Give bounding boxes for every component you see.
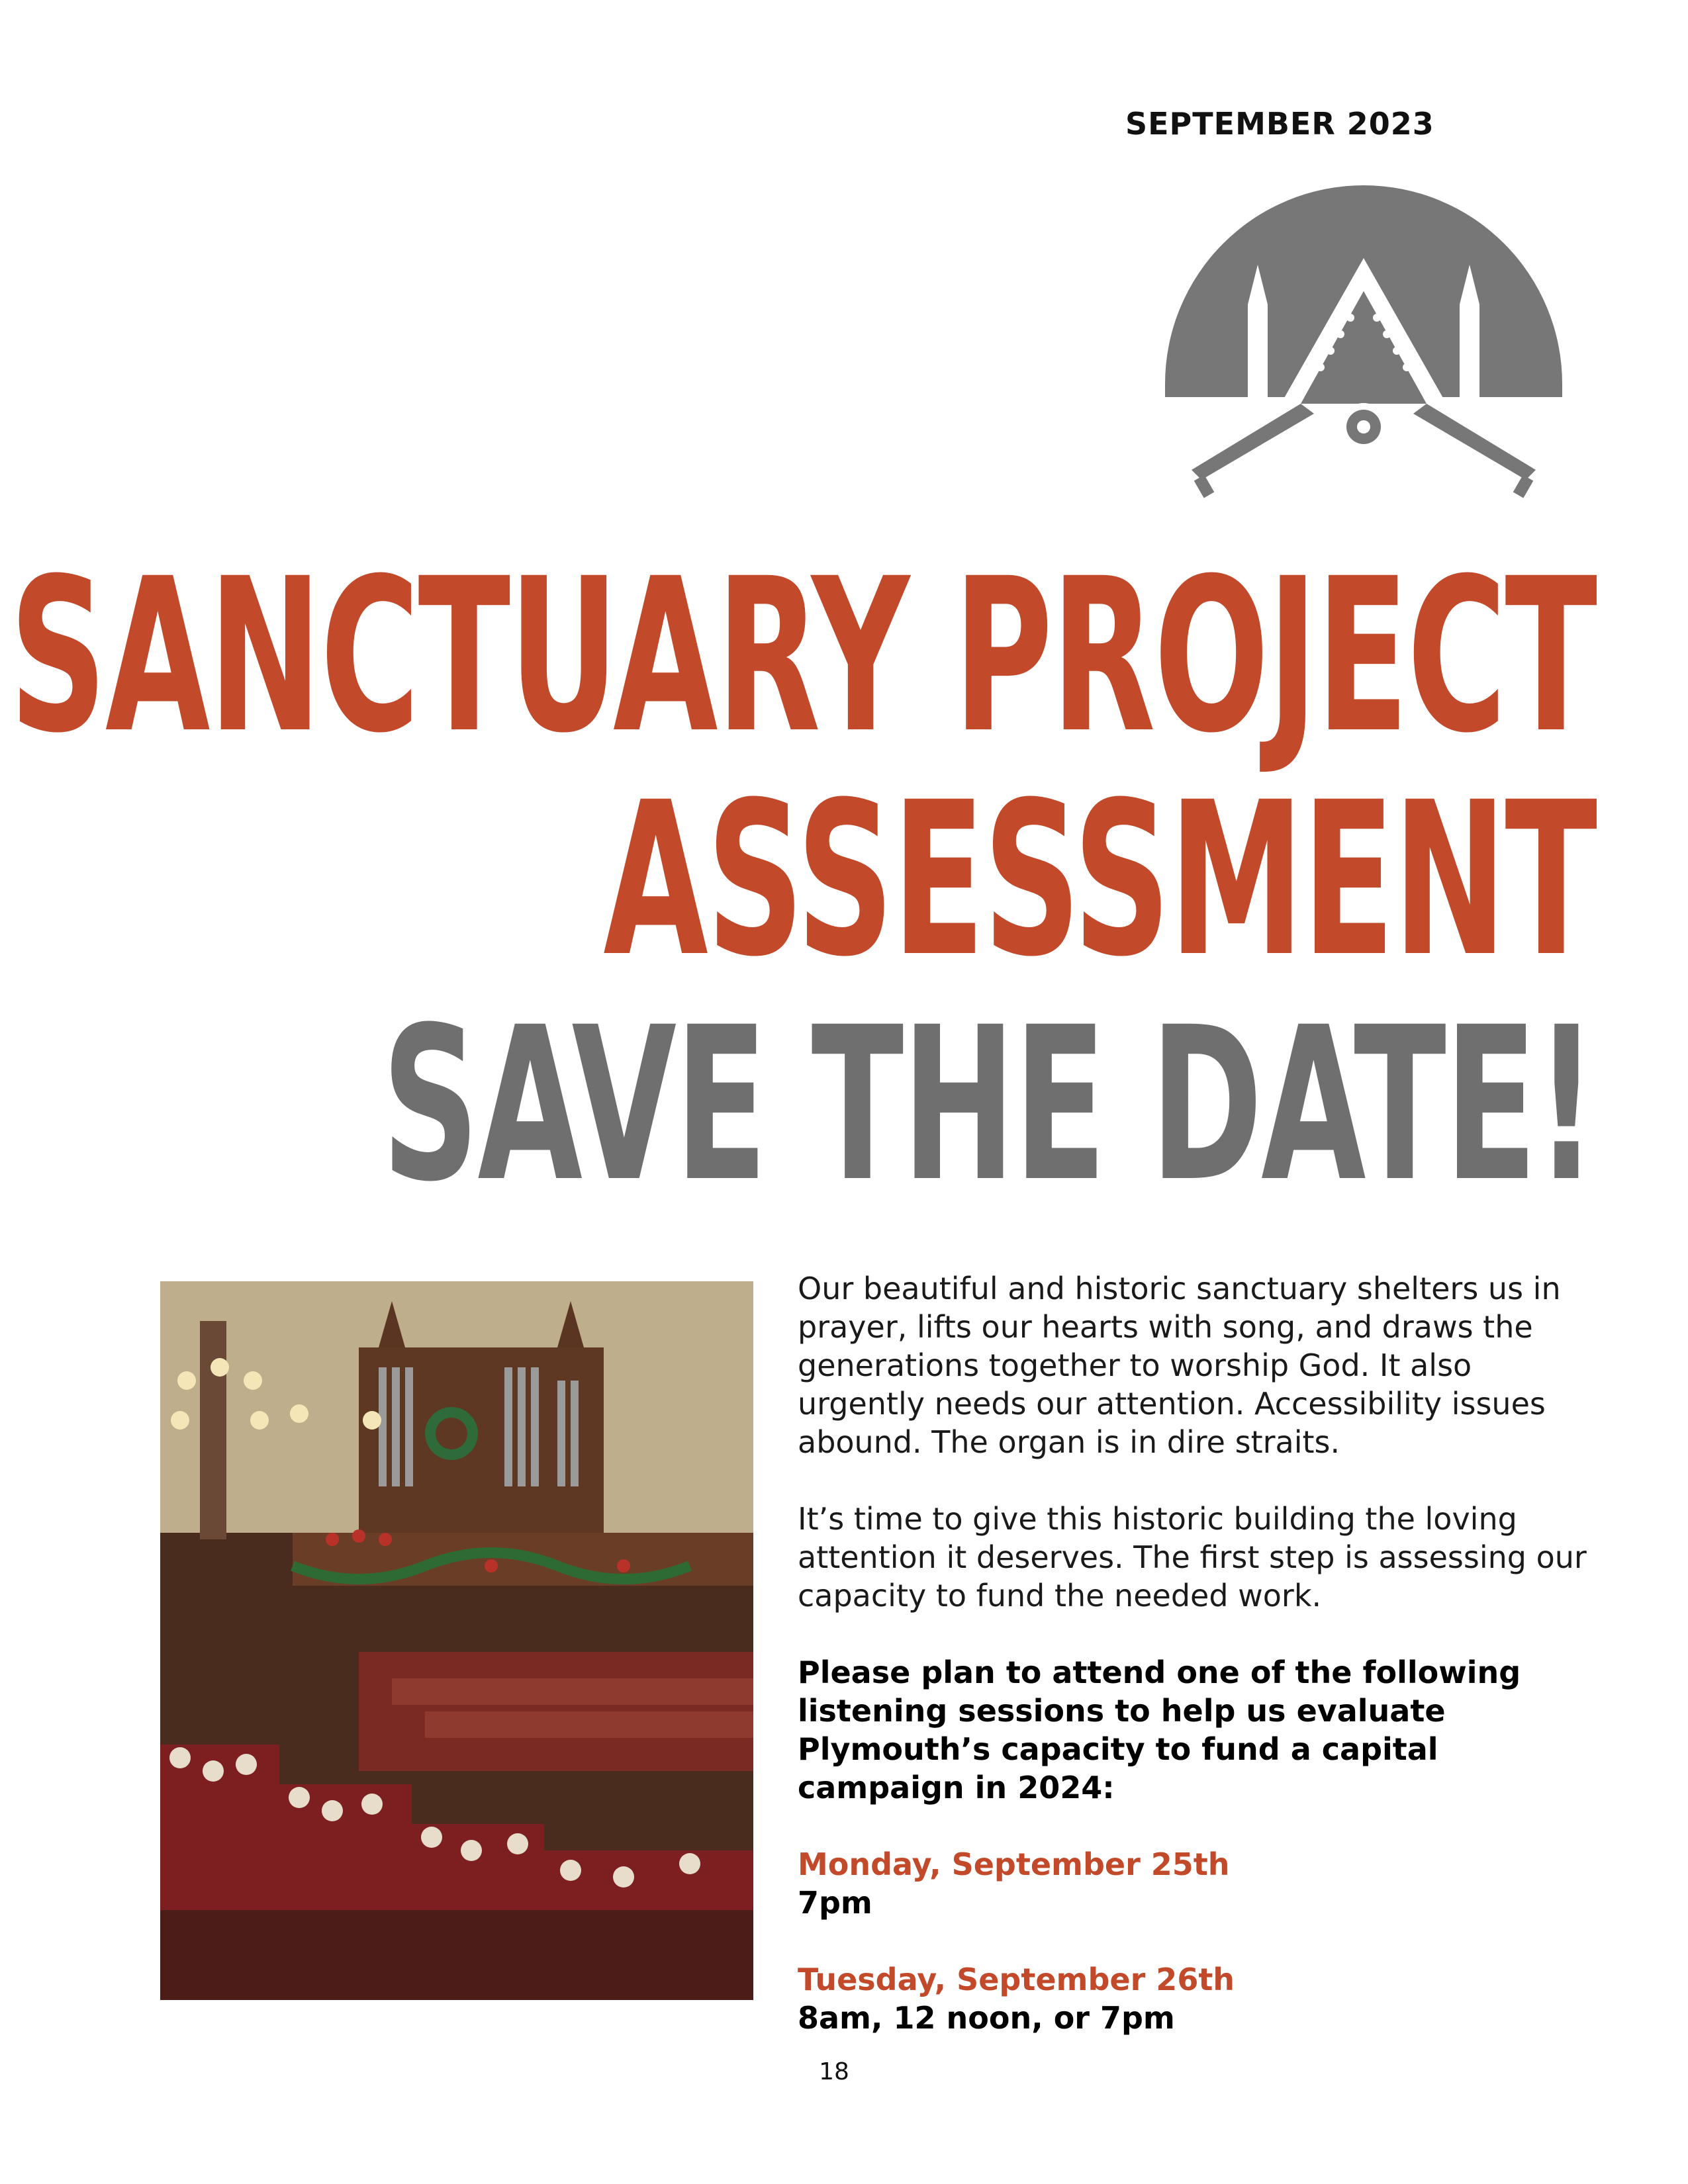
headline-save-the-date: SAVE THE DATE! [381, 982, 1595, 1228]
intro-paragraph: Our beautiful and historic sanctuary shelters us in prayer, lifts our hearts with song, and draws the generations together to worship God. It also urgently needs our attention. Accessibility issues abound. The organ is in dire straits. [798, 1271, 1561, 1460]
page-number: 18 [819, 2058, 849, 2085]
sanctuary-photo [160, 1281, 753, 2000]
invitation-paragraph: Please plan to attend one of the following listening sessions to help us evaluate Plymouth’s capacity to fund a capital campaign in 2024: [798, 1655, 1521, 1805]
church-logo-icon [1165, 185, 1562, 516]
issue-date: SEPTEMBER 2023 [1125, 106, 1434, 142]
next-step-paragraph: It’s time to give this historic building the loving attention it deserves. The first step is assessing our capacity to fund the needed work. [798, 1501, 1587, 1614]
session-day: Tuesday, September 26th [798, 1962, 1235, 1997]
headline-line-2: ASSESSMENT [602, 757, 1595, 1003]
session-time: 7pm [798, 1885, 872, 1921]
session-day: Monday, September 25th [798, 1846, 1230, 1882]
session-tuesday [798, 1960, 1599, 2037]
session-time: 8am, 12 noon, or 7pm [798, 2000, 1175, 2036]
body-text [798, 1269, 1599, 2075]
session-monday [798, 1845, 1599, 1922]
headline-line-1: SANCTUARY PROJECT [9, 533, 1595, 780]
